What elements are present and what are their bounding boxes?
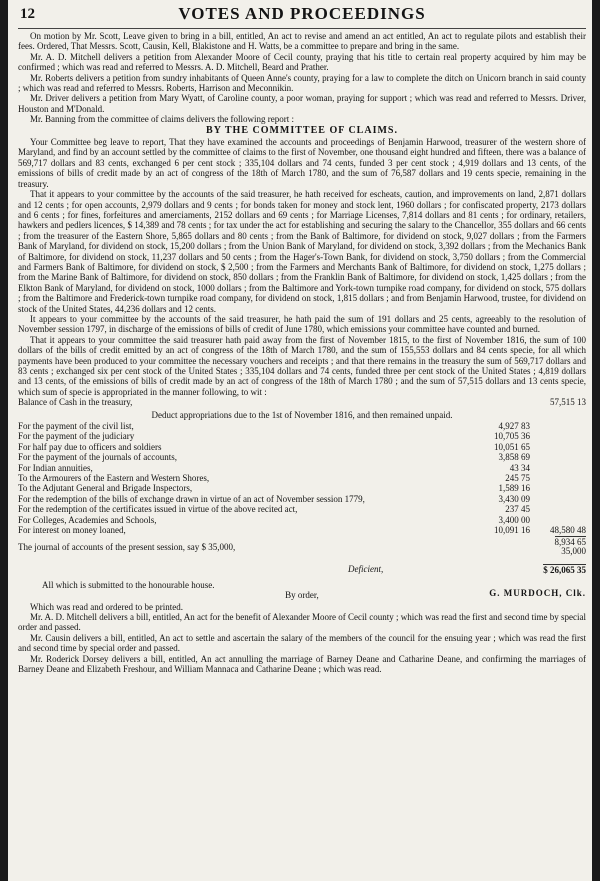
paragraph: Mr. Banning from the committee of claims delivers the following report : [30, 114, 294, 125]
table-row [18, 473, 586, 483]
appropriation-item: For half pay due to officers and soldiers [18, 441, 162, 452]
appropriation-total [536, 515, 586, 525]
appropriation-amount: 237 45 [505, 504, 530, 515]
appropriation-amount: 3,400 00 [498, 514, 530, 525]
appropriation-item: For the payment of the civil list, [18, 421, 134, 432]
appropriation-total [536, 421, 586, 431]
appropriation-item: For the payment of the judiciary [18, 431, 135, 442]
paragraph: Your Committee beg leave to report, That they have examined the accounts and proceedings of Benjamin Harwood, treasurer of the western shore of Maryland, and find by an account settled by the committee of claims to the first of November, one thousand eight hundred and fifteen, there was a balance of 569,717 dollars and 83 cents, exchanged 6 per cent stock ; 335,104 dollars and 74 cents, funded 3 per cent stock ; 4,919 dollars and 13 cents, of the emissions of bills of credit made by an act of congress of the 18th of March 1780, and the sum of 76,587 dollars and 19 cents specie, remaining in the treasury. [18, 137, 586, 189]
appropriation-amount: 3,430 09 [498, 493, 530, 504]
appropriation-total [536, 452, 586, 462]
subtotal-amount: 8,934 65 [554, 536, 586, 547]
table-row [18, 452, 586, 462]
appropriation-item: For the redemption of the bills of exchange drawn in virtue of an act of November session 1779, [18, 493, 365, 504]
appropriation-total [536, 504, 586, 514]
table-row [18, 421, 586, 431]
table-row [18, 525, 586, 535]
appropriation-item: To the Armourers of the Eastern and Western Shores, [18, 473, 210, 484]
paragraph: That it appears to your committee the said treasurer hath paid away from the first of November 1815, to the first of November 1816, the sum of 100 dollars of the bills of credit emitted by an act of congress of the 18th of March 1780, and the sum of 155,553 dollars and 84 cents specie, for all which payments have been produced to your committee the necessary vouchers and receipts ; and that there remains in the treasury the sum of 569,717 dollars and 83 cents ; exchanged six per cent stock of the United States ; 335,104 dollars and 74 cents, funded three per cent stock of the United States ; 4,819 dollars and 13 cents, of the emissions of bills of credit made by an act of congress of the 18th of March 1780 ; and the sum of 57,515 dollars and 13 cents specie, which sum of specie is appropriated in the manner following, to wit : [18, 334, 586, 397]
paragraph: That it appears to your committee by the accounts of the said treasurer, he hath received for escheats, caution, and improvements on land, 2,871 dollars and 12 cents ; for open accounts, 2,979 dollars and 9 cents ; for bonds taken for money and stock lent, 1960 dollars ; for confiscated property, 2173 dollars and 6 cents ; for fines, forfeitures and amerciaments, 2152 dollars and 69 cents ; for Marriage Licenses, 7,814 dollars and 81 cents ; for ordinary, retailers, hawkers and pedlers licences, $ 14,389 and 78 cents ; for tax under the act for establishing and securing the salary to the Chancellor, 355 dollars and 66 cents ; from the treasurer of the Eastern Shore, 5,865 dollars and 80 cents ; from the Bank of Baltimore, for dividend on stock, 9,027 dollars ; from the Farmers Bank of Maryland, for dividend on stock, 15,200 dollars ; from the Union Bank of Maryland, for dividend on stock, 3,392 dollars ; from the Mechanics Bank of Baltimore, for dividend on stock, 11,237 dollars and 50 cents ; from the Hager's-Town Bank, for dividend on stock, 3,750 dollars ; from the Commercial and Farmers Bank of Baltimore, for dividend on stock, $ 2,500 ; from the Farmers and Merchants Bank of Baltimore, for dividend on stock, 1,275 dollars ; from the Marine Bank of Baltimore, for dividend on stock, 850 dollars ; from the Franklin Bank of Baltimore, for dividend on stock, 1,425 dollars ; from the Elkton Bank of Maryland, for dividend on stock, 1000 dollars ; from the Baltimore and York-town turnpike road company, for dividend on stock, 575 dollars ; from the Baltimore and Frederick-town turnpike road company, for dividend on stock, 1,815 dollars ; and from Benjamin Harwood, trustee, for dividend on stock of the United States, 44,236 dollars and 12 cents. [18, 189, 586, 314]
table-row [18, 483, 586, 493]
paragraph: Mr. Causin delivers a bill, entitled, An act to settle and ascertain the salary of the members of the council for the ensuing year ; which was read the first and second time by special order and passed. [18, 632, 586, 654]
appropriation-total: 48,580 48 [550, 525, 586, 536]
paragraph: It appears to your committee by the accounts of the said treasurer, he hath paid the sum of 191 dollars and 25 cents, agreeably to the resolution of November session 1797, in discharge of the emissions of bills of credit of June 1780, which emissions your committee have counted and burned. [18, 313, 586, 335]
appropriation-item: For the payment of the journals of accounts, [18, 452, 177, 463]
closing-block [18, 580, 586, 602]
clerk-signature: G. MURDOCH, Clk. [489, 587, 586, 598]
deficient-row [18, 564, 586, 576]
paragraph: Mr. A. D. Mitchell delivers a petition from Alexander Moore of Cecil county, praying that his title to certain real property acquired by him may be confirmed ; which was read and referred to Messrs. A. D. Mitchell, Beard and Prather. [18, 51, 586, 73]
appropriation-total [536, 431, 586, 441]
paragraph: Which was read and ordered to be printed. [30, 601, 183, 612]
journal-amount: 35,000 [561, 545, 586, 556]
appropriation-item: For Indian annuities, [18, 462, 93, 473]
appropriation-amount: 10,091 16 [494, 525, 530, 536]
appropriation-total [536, 483, 586, 493]
document-page [8, 0, 592, 881]
by-order: By order, [285, 589, 319, 600]
submitted-line: All which is submitted to the honourable house. [42, 579, 215, 590]
balance-amount: 57,515 13 [550, 397, 586, 408]
appropriation-item: For the redemption of the certificates issued in virtue of the above recited act, [18, 504, 298, 515]
page-header [18, 4, 586, 29]
appropriation-item: To the Adjutant General and Brigade Inspectors, [18, 483, 193, 494]
appropriation-total [536, 494, 586, 504]
appropriation-amount: 43 34 [509, 462, 530, 473]
appropriation-item: For interest on money loaned, [18, 525, 126, 536]
paragraph: Mr. Roderick Dorsey delivers a bill, entitled, An act annulling the marriage of Barney Deane and Catharine Deane, and confirming the marriages of Barney Deane and Elizabeth Freshour, and William Mannaca and Catharine Deane ; which was read. [18, 653, 586, 674]
journal-line: The journal of accounts of the present session, say $ 35,000, [18, 541, 236, 552]
appropriation-amount: 4,927 83 [498, 421, 530, 432]
deduct-heading: Deduct appropriations due to the 1st of November 1816, and then remained unpaid. [151, 409, 453, 420]
table-row [18, 494, 586, 504]
table-row [18, 504, 586, 514]
appropriation-amount: 10,051 65 [494, 441, 530, 452]
totals-block [18, 536, 586, 562]
deficient-label: Deficient, [348, 563, 384, 574]
appropriation-amount: 10,705 36 [494, 431, 530, 442]
appropriation-total [536, 463, 586, 473]
committee-heading: BY THE COMMITTEE OF CLAIMS. [206, 124, 398, 136]
paragraph: Mr. A. D. Mitchell delivers a bill, entitled, An act for the benefit of Alexander Moore of Cecil county ; which was read the first and second time by special order and passed. [18, 611, 586, 633]
page-number: 12 [20, 6, 35, 22]
appropriation-total [536, 473, 586, 483]
paragraph: Mr. Roberts delivers a petition from sundry inhabitants of Queen Anne's county, praying for a law to complete the ditch on Unicorn branch in said county ; which was read and referred to Messrs. Roberts, Harrison and Meconnikin. [18, 72, 586, 94]
paragraph: On motion by Mr. Scott, Leave given to bring in a bill, entitled, An act to revise and amend an act entitled, An act to regulate pilots and establish their fees. Ordered, That Messrs. Scott, Causin, Kell, Blakistone and H. Watts, be a committee to prepare and bring in the same. [18, 31, 586, 52]
table-row [18, 515, 586, 525]
table-row [18, 442, 586, 452]
section-bottom-paragraphs [18, 602, 586, 675]
section-report [18, 137, 586, 397]
balance-label: Balance of Cash in the treasury, [18, 397, 133, 408]
paragraph: Mr. Driver delivers a petition from Mary Wyatt, of Caroline county, a poor woman, praying for support ; which was read and referred to Messrs. Driver, Houston and M'Donald. [18, 93, 586, 114]
table-row [18, 431, 586, 441]
appropriation-amount: 3,858 69 [498, 452, 530, 463]
balance-line [18, 397, 586, 407]
appropriations-table [18, 421, 586, 535]
appropriation-amount: 245 75 [505, 473, 530, 484]
appropriation-amount: 1,589 16 [498, 483, 530, 494]
section-top-paragraphs [18, 31, 586, 125]
deficient-amount: $ 26,065 35 [543, 564, 586, 575]
appropriation-total [536, 442, 586, 452]
table-row [18, 463, 586, 473]
appropriation-item: For Colleges, Academies and Schools, [18, 514, 157, 525]
running-title: VOTES AND PROCEEDINGS [178, 4, 426, 23]
